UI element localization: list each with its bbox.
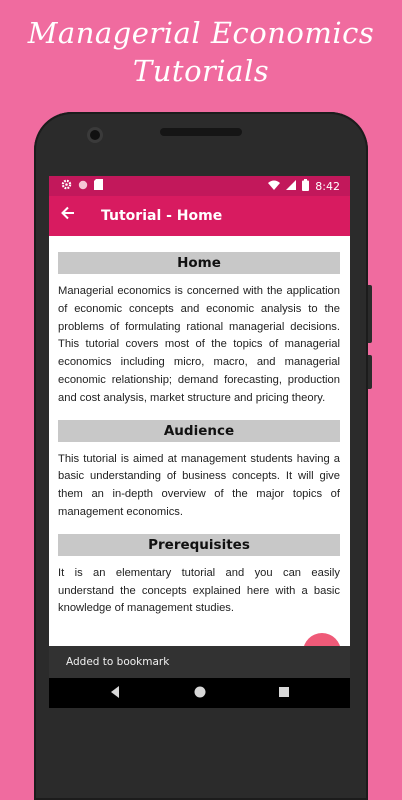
section-body-prerequisites: It is an elementary tutorial and you can easily understand the concepts explained here with a basic knowledge of management studies. (58, 566, 340, 615)
status-bar (49, 176, 350, 196)
battery-icon (302, 179, 309, 195)
camera-icon (90, 130, 100, 140)
promo-title (0, 14, 402, 90)
back-arrow-icon[interactable] (61, 204, 75, 226)
section-heading-prerequisites: Prerequisites (58, 534, 340, 556)
volume-button (368, 285, 372, 343)
snackbar (49, 646, 350, 678)
recents-square-icon[interactable] (277, 684, 291, 703)
section-heading-audience: Audience (58, 420, 340, 442)
section-heading-home: Home (58, 252, 340, 274)
back-triangle-icon[interactable] (109, 684, 121, 703)
signal-icon (286, 180, 296, 194)
wifi-icon (268, 180, 280, 194)
navigation-bar (49, 678, 350, 708)
gear-icon (61, 179, 72, 193)
snackbar-message: Added to bookmark (66, 656, 170, 668)
sd-card-icon (94, 179, 103, 193)
section-body-audience: This tutorial is aimed at management students having a basic understanding of business concepts. It will give them an in-depth overview of the major topics of management economics. (58, 452, 340, 518)
tutorial-content (58, 252, 340, 630)
promo-title-line2: Tutorials (132, 54, 270, 88)
page-title: Tutorial - Home (101, 208, 223, 224)
circle-icon (78, 179, 88, 193)
app-bar (49, 196, 350, 236)
section-body-home: Managerial economics is concerned with the application of economic concepts and economic analysis to the problems of formulating rational managerial decisions. This tutorial covers most of the topics of managerial economics including micro, macro, and managerial economic relationship; demand forecasting, production and cost analysis, market structure and pricing theory. (58, 285, 340, 404)
speaker-grille (160, 128, 242, 136)
phone-screen (49, 176, 350, 708)
power-button (368, 355, 372, 389)
home-circle-icon[interactable] (193, 684, 207, 703)
status-time: 8:42 (315, 180, 340, 193)
promo-title-line1: Managerial Economics (27, 16, 375, 50)
